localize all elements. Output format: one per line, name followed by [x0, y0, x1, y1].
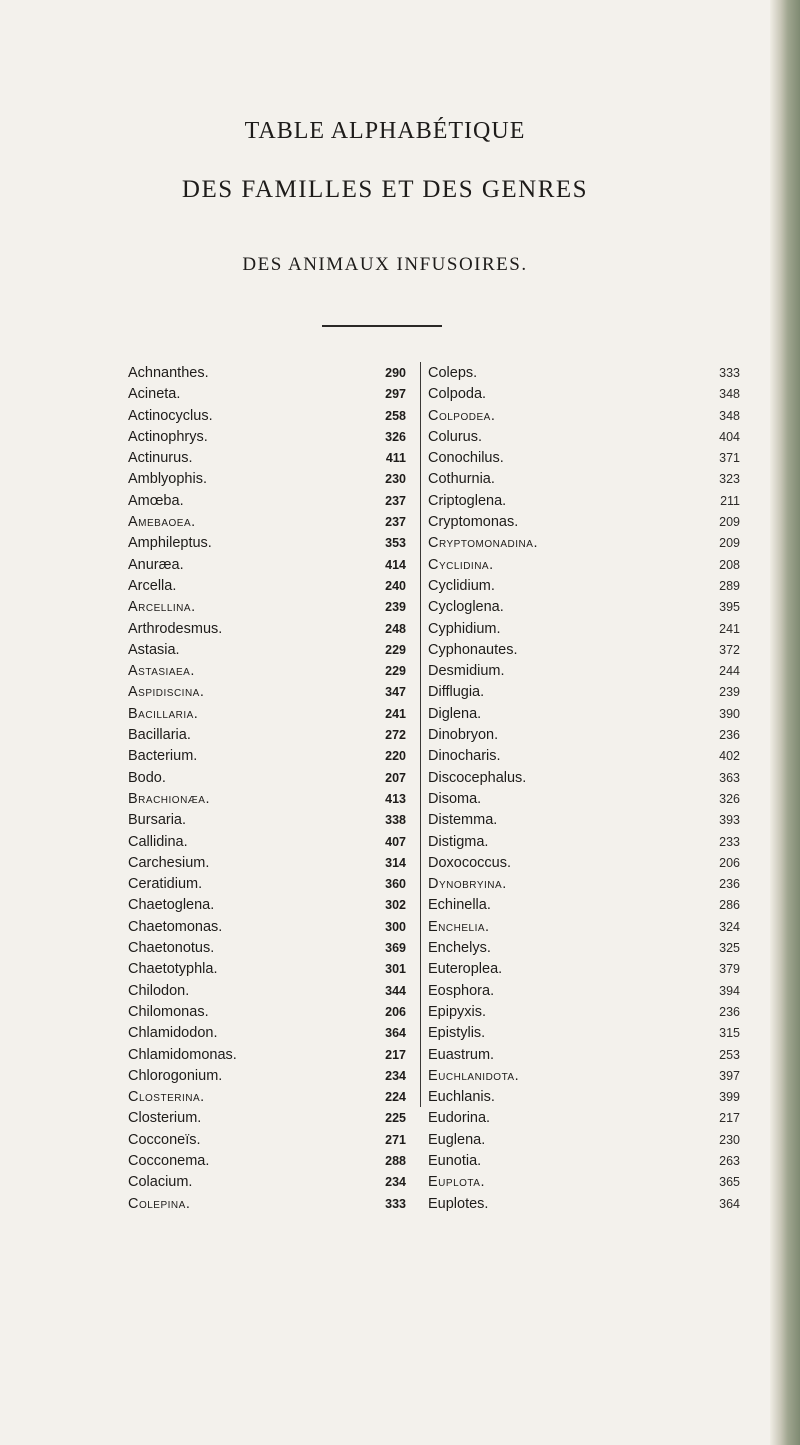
entry-name: Euchlanidota.: [428, 1067, 520, 1084]
index-entry: [428, 661, 744, 682]
index-entry: [128, 363, 410, 384]
index-entry: [128, 1045, 410, 1066]
entry-name: Distemma.: [428, 812, 498, 829]
index-entry: [428, 427, 744, 448]
index-entry: [428, 746, 744, 767]
entry-page: 263: [719, 1153, 740, 1168]
index-entry: [128, 1066, 410, 1087]
entry-name: Bodo.: [128, 769, 166, 786]
entry-name: Desmidium.: [428, 663, 505, 680]
index-entry: [428, 469, 744, 490]
index-entry: [428, 725, 744, 746]
entry-page: 365: [719, 1175, 740, 1190]
entry-page: 360: [385, 877, 406, 892]
index-entry: [428, 981, 744, 1002]
entry-name: Conochilus.: [428, 450, 504, 467]
entry-page: 236: [719, 877, 740, 892]
entry-page: 348: [719, 408, 740, 423]
entry-page: 207: [385, 770, 406, 785]
entry-name: Euastrum.: [428, 1046, 495, 1063]
entry-page: 338: [385, 813, 406, 828]
entry-page: 333: [385, 1196, 406, 1211]
entry-page: 208: [719, 557, 740, 572]
entry-name: Chilodon.: [128, 982, 190, 999]
entry-page: 404: [719, 429, 740, 444]
column-divider: [420, 362, 421, 1107]
entry-page: 390: [719, 706, 740, 721]
entry-name: Arcellina.: [128, 599, 196, 616]
entry-page: 244: [719, 664, 740, 679]
entry-name: Amœba.: [128, 492, 184, 509]
index-entry: [128, 533, 410, 554]
index-entry: [128, 1023, 410, 1044]
entry-name: Diglena.: [428, 705, 482, 722]
index-entry: [428, 363, 744, 384]
title-line-1: TABLE ALPHABÉTIQUE: [244, 118, 526, 144]
entry-name: Cryptomonas.: [428, 514, 519, 531]
title-divider: [322, 325, 442, 327]
index-entry: [428, 555, 744, 576]
entry-name: Colurus.: [428, 428, 482, 445]
index-entry: [128, 768, 410, 789]
index-entry: [428, 1023, 744, 1044]
index-entry: [428, 1066, 744, 1087]
index-entry: [428, 491, 744, 512]
entry-name: Cycloglena.: [428, 599, 504, 616]
entry-name: Chlamidomonas.: [128, 1046, 237, 1063]
title-line-2: DES FAMILLES ET DES GENRES: [181, 176, 589, 203]
index-column-left: [128, 363, 410, 1215]
index-entry: [428, 832, 744, 853]
entry-name: Chaetoglena.: [128, 897, 215, 914]
entry-page: 371: [719, 451, 740, 466]
index-entry: [428, 789, 744, 810]
index-entry: [428, 576, 744, 597]
index-entry: [128, 789, 410, 810]
entry-name: Colpoda.: [428, 386, 487, 403]
entry-page: 217: [719, 1111, 740, 1126]
page-edge-shadow: [770, 0, 800, 1445]
entry-page: 395: [719, 600, 740, 615]
index-entry: [428, 597, 744, 618]
entry-name: Actinocyclus.: [128, 407, 213, 424]
entry-page: 209: [719, 515, 740, 530]
entry-page: 326: [385, 429, 406, 444]
entry-page: 324: [719, 919, 740, 934]
entry-page: 286: [719, 898, 740, 913]
entry-page: 248: [385, 621, 406, 636]
entry-page: 344: [385, 983, 406, 998]
entry-page: 379: [719, 962, 740, 977]
entry-page: 239: [719, 685, 740, 700]
entry-page: 220: [385, 749, 406, 764]
entry-page: 397: [719, 1068, 740, 1083]
entry-name: Colepina.: [128, 1195, 191, 1212]
entry-page: 229: [385, 642, 406, 657]
index-column-right: [428, 363, 744, 1215]
entry-name: Epipyxis.: [428, 1003, 487, 1020]
entry-page: 323: [719, 472, 740, 487]
index-entry: [128, 981, 410, 1002]
index-entry: [128, 597, 410, 618]
entry-page: 236: [719, 728, 740, 743]
index-entry: [128, 959, 410, 980]
entry-page: 393: [719, 813, 740, 828]
entry-page: 237: [385, 515, 406, 530]
entry-page: 301: [385, 962, 406, 977]
entry-name: Colpodea.: [428, 407, 496, 424]
index-entry: [128, 661, 410, 682]
entry-page: 272: [385, 728, 406, 743]
index-entry: [428, 448, 744, 469]
entry-name: Colacium.: [128, 1174, 193, 1191]
entry-page: 363: [719, 770, 740, 785]
entry-name: Dynobryina.: [428, 876, 507, 893]
index-entry: [428, 619, 744, 640]
entry-page: 236: [719, 1004, 740, 1019]
index-entry: [428, 959, 744, 980]
index-entry: [428, 640, 744, 661]
index-entry: [128, 640, 410, 661]
index-entry: [128, 938, 410, 959]
entry-name: Difflugia.: [428, 684, 485, 701]
entry-page: 288: [385, 1153, 406, 1168]
index-entry: [128, 874, 410, 895]
entry-name: Discocephalus.: [428, 769, 527, 786]
entry-page: 240: [385, 578, 406, 593]
entry-name: Amblyophis.: [128, 471, 207, 488]
entry-page: 297: [385, 387, 406, 402]
entry-name: Disoma.: [428, 790, 482, 807]
entry-name: Coleps.: [428, 365, 478, 381]
entry-page: 225: [385, 1111, 406, 1126]
entry-name: Actinurus.: [128, 450, 193, 467]
entry-page: 229: [385, 664, 406, 679]
entry-page: 411: [385, 451, 406, 466]
index-entry: [428, 1151, 744, 1172]
entry-page: 271: [385, 1132, 406, 1147]
index-entry: [128, 384, 410, 405]
index-entry: [128, 682, 410, 703]
entry-name: Euplota.: [428, 1174, 485, 1191]
entry-page: 413: [385, 791, 406, 806]
entry-name: Ceratidium.: [128, 876, 203, 893]
index-entry: [128, 746, 410, 767]
entry-name: Eosphora.: [428, 982, 495, 999]
entry-page: 372: [719, 642, 740, 657]
entry-name: Cryptomonadina.: [428, 535, 538, 552]
index-entry: [428, 917, 744, 938]
entry-page: 325: [719, 941, 740, 956]
entry-name: Acineta.: [128, 386, 181, 403]
entry-name: Echinella.: [428, 897, 491, 914]
entry-page: 230: [385, 472, 406, 487]
entry-name: Chaetotyphla.: [128, 961, 218, 978]
entry-page: 414: [385, 557, 406, 572]
entry-name: Eunotia.: [428, 1152, 482, 1169]
entry-page: 364: [385, 1026, 406, 1041]
entry-name: Criptoglena.: [428, 492, 507, 509]
entry-name: Cothurnia.: [428, 471, 495, 488]
entry-page: 407: [385, 834, 406, 849]
index-entry: [128, 469, 410, 490]
entry-page: 258: [385, 408, 406, 423]
entry-name: Cocconema.: [128, 1152, 210, 1169]
entry-name: Cyclidium.: [428, 577, 495, 594]
entry-page: 233: [719, 834, 740, 849]
entry-name: Chaetomonas.: [128, 918, 223, 935]
index-entry: [128, 555, 410, 576]
entry-page: 333: [719, 366, 740, 380]
entry-name: Euteroplea.: [428, 961, 503, 978]
index-entry: [128, 895, 410, 916]
entry-name: Euplotes.: [428, 1195, 489, 1212]
entry-page: 347: [385, 685, 406, 700]
index-entry: [128, 427, 410, 448]
index-entry: [128, 1108, 410, 1129]
entry-page: 241: [719, 621, 740, 636]
index-entry: [128, 491, 410, 512]
entry-name: Chlamidodon.: [128, 1025, 218, 1042]
entry-name: Arcella.: [128, 577, 177, 594]
entry-name: Brachionæa.: [128, 790, 210, 807]
index-entry: [428, 810, 744, 831]
entry-name: Cocconeïs.: [128, 1131, 201, 1148]
index-entry: [128, 917, 410, 938]
index-entry: [128, 448, 410, 469]
index-entry: [428, 704, 744, 725]
entry-name: Cyphidium.: [428, 620, 501, 637]
entry-page: 302: [385, 898, 406, 913]
index-entry: [428, 406, 744, 427]
index-entry: [428, 1172, 744, 1193]
entry-name: Doxococcus.: [428, 854, 512, 871]
index-entry: [428, 512, 744, 533]
entry-page: 300: [385, 919, 406, 934]
entry-name: Epistylis.: [428, 1025, 486, 1042]
index-entry: [428, 895, 744, 916]
entry-name: Bursaria.: [128, 812, 187, 829]
entry-name: Dinobryon.: [428, 727, 499, 744]
entry-page: 394: [719, 983, 740, 998]
entry-page: 217: [385, 1047, 406, 1062]
index-entry: [128, 1130, 410, 1151]
entry-name: Closterina.: [128, 1089, 205, 1106]
index-entry: [128, 810, 410, 831]
index-entry: [428, 533, 744, 554]
entry-page: 209: [719, 536, 740, 551]
entry-page: 399: [719, 1090, 740, 1105]
entry-page: 364: [719, 1196, 740, 1211]
entry-name: Astasiaea.: [128, 663, 195, 680]
entry-name: Eudorina.: [428, 1110, 491, 1127]
entry-page: 315: [719, 1026, 740, 1041]
entry-page: 290: [385, 366, 406, 380]
index-entry: [128, 704, 410, 725]
index-entry: [428, 1194, 744, 1215]
index-entry: [128, 406, 410, 427]
index-entry: [428, 682, 744, 703]
entry-name: Chaetonotus.: [128, 940, 215, 957]
entry-page: 253: [719, 1047, 740, 1062]
index-entry: [128, 853, 410, 874]
index-entry: [428, 1108, 744, 1129]
index-entry: [128, 512, 410, 533]
entry-name: Anuræa.: [128, 556, 184, 573]
entry-name: Enchelys.: [428, 940, 491, 957]
index-entry: [428, 768, 744, 789]
entry-page: 230: [719, 1132, 740, 1147]
entry-page: 402: [719, 749, 740, 764]
entry-name: Callidina.: [128, 833, 188, 850]
entry-name: Bacillaria.: [128, 727, 191, 744]
index-entry: [128, 1151, 410, 1172]
entry-page: 211: [720, 493, 740, 508]
index-entry: [428, 1130, 744, 1151]
index-entry: [128, 725, 410, 746]
entry-page: 289: [719, 578, 740, 593]
entry-name: Achnanthes.: [128, 365, 209, 381]
index-entry: [128, 1002, 410, 1023]
index-entry: [428, 384, 744, 405]
entry-page: 369: [385, 941, 406, 956]
index-entry: [128, 1194, 410, 1215]
entry-name: Enchelia.: [428, 918, 490, 935]
index-entry: [128, 576, 410, 597]
entry-name: Bacillaria.: [128, 705, 199, 722]
entry-name: Carchesium.: [128, 854, 210, 871]
entry-name: Closterium.: [128, 1110, 202, 1127]
entry-page: 239: [385, 600, 406, 615]
entry-name: Chilomonas.: [128, 1003, 209, 1020]
index-entry: [428, 853, 744, 874]
entry-page: 206: [719, 855, 740, 870]
entry-page: 237: [385, 493, 406, 508]
entry-name: Amebaoea.: [128, 514, 196, 531]
entry-page: 234: [385, 1068, 406, 1083]
entry-name: Astasia.: [128, 641, 180, 658]
index-entry: [428, 1002, 744, 1023]
index-entry: [428, 938, 744, 959]
index-entry: [128, 1087, 410, 1108]
entry-name: Cyclidina.: [428, 556, 494, 573]
index-entry: [128, 619, 410, 640]
index-entry: [428, 874, 744, 895]
entry-name: Distigma.: [428, 833, 489, 850]
entry-page: 241: [385, 706, 406, 721]
index-entry: [428, 1087, 744, 1108]
entry-page: 326: [719, 791, 740, 806]
entry-name: Arthrodesmus.: [128, 620, 223, 637]
entry-name: Euglena.: [428, 1131, 486, 1148]
entry-name: Amphileptus.: [128, 535, 212, 552]
index-entry: [128, 1172, 410, 1193]
entry-page: 206: [385, 1004, 406, 1019]
entry-page: 224: [385, 1090, 406, 1105]
entry-name: Cyphonautes.: [428, 641, 518, 658]
entry-page: 353: [385, 536, 406, 551]
entry-name: Actinophrys.: [128, 428, 208, 445]
entry-page: 314: [385, 855, 406, 870]
entry-name: Euchlanis.: [428, 1089, 495, 1106]
index-entry: [128, 832, 410, 853]
entry-page: 234: [385, 1175, 406, 1190]
entry-name: Bacterium.: [128, 748, 198, 765]
entry-name: Chlorogonium.: [128, 1067, 223, 1084]
index-entry: [428, 1045, 744, 1066]
entry-name: Aspidiscina.: [128, 684, 205, 701]
entry-name: Dinocharis.: [428, 748, 501, 765]
title-line-3: DES ANIMAUX INFUSOIRES.: [242, 254, 528, 275]
entry-page: 348: [719, 387, 740, 402]
